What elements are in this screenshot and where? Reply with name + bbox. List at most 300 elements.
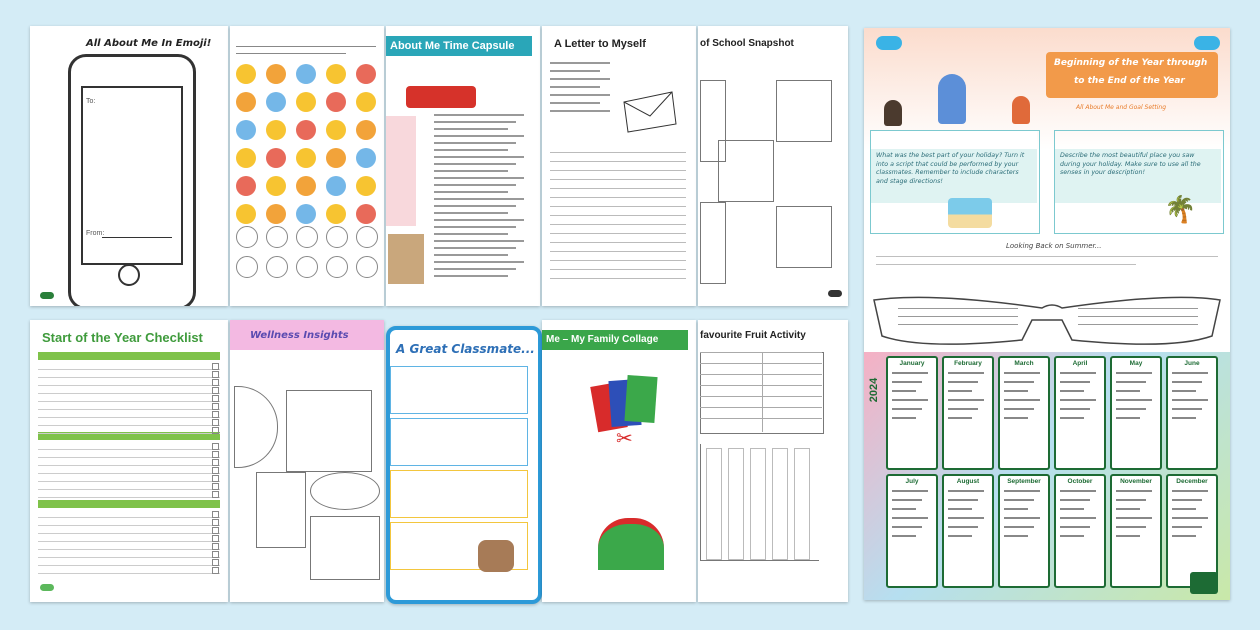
month-card-may	[1110, 356, 1162, 470]
text-line	[434, 121, 516, 123]
worksheet-title: Start of the Year Checklist	[42, 330, 203, 345]
tally-row	[700, 407, 822, 408]
event-line	[892, 526, 922, 528]
bar-column	[750, 448, 766, 560]
month-card-november	[1110, 474, 1162, 588]
month-label: June	[1184, 360, 1200, 367]
event-line	[1116, 526, 1146, 528]
emoji-icon	[236, 64, 256, 84]
year-label: 2024	[868, 377, 881, 403]
checklist-row	[38, 418, 220, 426]
checklist-header	[38, 352, 220, 360]
event-line	[948, 381, 978, 383]
month-label: February	[954, 360, 982, 367]
event-line	[1004, 390, 1028, 392]
worksheet-title: A Great Classmate...	[396, 342, 535, 356]
chart-outline	[234, 386, 278, 468]
worksheet-title: Wellness Insights	[250, 330, 349, 341]
checkbox	[212, 403, 219, 410]
text-line	[434, 247, 516, 249]
emoji-icon	[266, 148, 286, 168]
text-line	[434, 191, 508, 193]
brand-logo-icon	[40, 292, 54, 299]
text-line	[550, 78, 610, 80]
event-line	[1060, 517, 1096, 519]
text-line	[1078, 324, 1198, 325]
emoji-icon	[326, 92, 346, 112]
event-line	[948, 517, 984, 519]
checklist-row	[38, 534, 220, 542]
checkbox	[212, 567, 219, 574]
worksheet-collage	[542, 320, 696, 602]
emoji-icon	[296, 64, 316, 84]
checkbox	[212, 419, 219, 426]
event-line	[1060, 417, 1084, 419]
checkbox	[212, 371, 219, 378]
text-line	[434, 177, 524, 179]
event-line	[1172, 372, 1208, 374]
month-card-february	[942, 356, 994, 470]
bar-column	[706, 448, 722, 560]
worksheet-letter	[542, 26, 696, 306]
text-line	[550, 62, 610, 64]
event-line	[892, 399, 928, 401]
event-line	[892, 372, 928, 374]
checklist-row	[38, 482, 220, 490]
text-line	[434, 219, 524, 221]
event-line	[892, 499, 922, 501]
writing-line	[550, 206, 686, 207]
event-line	[1116, 490, 1152, 492]
text-line	[434, 156, 524, 158]
event-line	[948, 372, 984, 374]
answer-circle	[296, 256, 318, 278]
text-line	[434, 275, 508, 277]
event-line	[892, 417, 916, 419]
tally-row	[700, 363, 822, 364]
month-card-october	[1054, 474, 1106, 588]
photo-image	[388, 234, 424, 284]
checkbox	[212, 459, 219, 466]
month-card-january	[886, 356, 938, 470]
month-card-september	[998, 474, 1050, 588]
writing-line	[550, 188, 686, 189]
children-image	[478, 540, 514, 572]
checklist-row	[38, 550, 220, 558]
event-line	[1116, 499, 1146, 501]
month-label: April	[1072, 360, 1088, 367]
worksheet-checklist	[30, 320, 228, 602]
event-line	[1172, 508, 1196, 510]
emoji-icon	[236, 204, 256, 224]
worksheet-title: A Letter to Myself	[554, 38, 646, 50]
envelope-icon	[620, 86, 678, 134]
text-line	[434, 240, 524, 242]
event-line	[892, 408, 922, 410]
text-line	[434, 205, 516, 207]
answer-circle	[236, 256, 258, 278]
instruction-line	[236, 53, 346, 54]
event-line	[1172, 417, 1196, 419]
event-line	[1116, 508, 1140, 510]
month-card-april	[1054, 356, 1106, 470]
event-line	[1004, 381, 1034, 383]
checklist-row	[38, 410, 220, 418]
brand-logo-icon	[40, 584, 54, 591]
event-line	[1060, 508, 1084, 510]
emoji-icon	[356, 120, 376, 140]
event-line	[1004, 372, 1040, 374]
checklist-row	[38, 466, 220, 474]
instruction-line	[236, 46, 376, 47]
writing-line	[550, 260, 686, 261]
writing-line	[550, 170, 686, 171]
worksheet-title: All About Me In Emoji!	[86, 38, 212, 49]
month-label: January	[899, 360, 925, 367]
checklist-row	[38, 542, 220, 550]
child-figure-image	[1012, 96, 1030, 124]
writing-line	[550, 269, 686, 270]
worksheet-emoji-grid	[230, 26, 384, 306]
text-line	[1078, 316, 1198, 317]
month-card-march	[998, 356, 1050, 470]
writing-line	[550, 161, 686, 162]
beach-image	[948, 198, 992, 228]
text-line	[550, 110, 610, 112]
event-line	[1172, 499, 1202, 501]
event-line	[1060, 490, 1096, 492]
answer-circle	[356, 226, 378, 248]
checkbox	[212, 511, 219, 518]
checkbox	[212, 411, 219, 418]
text-line	[550, 86, 600, 88]
writing-line	[550, 215, 686, 216]
event-line	[1004, 490, 1040, 492]
checkbox	[212, 379, 219, 386]
text-line	[898, 324, 1018, 325]
text-line	[434, 212, 508, 214]
text-line	[434, 163, 516, 165]
brand-logo-icon	[828, 290, 842, 297]
checkbox	[212, 527, 219, 534]
child-figure-image	[938, 74, 966, 124]
title-line-2: to the End of the Year	[1074, 76, 1185, 86]
checklist-row	[38, 518, 220, 526]
text-line	[434, 268, 516, 270]
event-line	[948, 508, 972, 510]
text-line	[898, 316, 1018, 317]
brand-logo-icon	[1194, 36, 1220, 50]
answer-circle	[296, 226, 318, 248]
tally-row	[700, 396, 822, 397]
worksheet-time-capsule	[386, 26, 540, 306]
bar-column	[728, 448, 744, 560]
event-line	[892, 508, 916, 510]
checkbox	[212, 443, 219, 450]
answer-circle	[326, 256, 348, 278]
bar-column	[794, 448, 810, 560]
checklist-row	[38, 362, 220, 370]
text-line	[434, 254, 508, 256]
text-line	[550, 102, 600, 104]
event-line	[948, 408, 978, 410]
text-line	[550, 94, 610, 96]
event-line	[1004, 408, 1034, 410]
emoji-icon	[266, 92, 286, 112]
emoji-icon	[326, 148, 346, 168]
checklist-row	[38, 426, 220, 434]
event-line	[1004, 508, 1028, 510]
emoji-icon	[356, 204, 376, 224]
worksheet-fruit	[698, 320, 848, 602]
event-line	[948, 399, 984, 401]
worksheet-emoji-phone	[30, 26, 228, 306]
text-line	[434, 198, 524, 200]
text-line	[434, 184, 516, 186]
phone-screen	[81, 86, 183, 265]
worksheet-title: of School Snapshot	[700, 38, 794, 49]
emoji-icon	[236, 120, 256, 140]
event-line	[1172, 535, 1196, 537]
text-line	[550, 70, 600, 72]
checklist-row	[38, 558, 220, 566]
writing-line	[550, 224, 686, 225]
emoji-icon	[326, 64, 346, 84]
from-line	[102, 237, 172, 238]
month-card-december	[1166, 474, 1218, 588]
text-line	[434, 114, 524, 116]
writing-line	[550, 152, 686, 153]
tally-row	[700, 374, 822, 375]
subtitle: All About Me and Goal Setting	[1076, 104, 1167, 111]
event-line	[1116, 517, 1152, 519]
brand-logo-icon	[1190, 572, 1218, 594]
event-line	[1004, 399, 1040, 401]
emoji-icon	[296, 148, 316, 168]
title-line-1: Beginning of the Year through	[1054, 58, 1208, 68]
event-line	[948, 526, 978, 528]
event-line	[1060, 381, 1090, 383]
writing-line	[550, 179, 686, 180]
writing-line	[550, 233, 686, 234]
text-line	[1078, 308, 1198, 309]
worksheet-classmate	[386, 326, 542, 604]
event-line	[948, 490, 984, 492]
text-line	[434, 261, 524, 263]
writing-line	[550, 197, 686, 198]
checklist-row	[38, 370, 220, 378]
text-line	[434, 142, 516, 144]
answer-box	[390, 470, 528, 518]
event-line	[1116, 372, 1152, 374]
month-label: May	[1129, 360, 1143, 367]
worksheet-year-calendar	[864, 28, 1230, 600]
event-line	[1060, 535, 1084, 537]
answer-box	[310, 472, 380, 510]
emoji-icon	[236, 148, 256, 168]
checklist-row	[38, 458, 220, 466]
checkbox	[212, 519, 219, 526]
looking-back-title: Looking Back on Summer...	[1006, 242, 1102, 250]
event-line	[1060, 526, 1090, 528]
photo-frame	[718, 140, 774, 202]
text-line	[434, 135, 524, 137]
checkbox	[212, 451, 219, 458]
event-line	[1116, 408, 1146, 410]
checklist-row	[38, 510, 220, 518]
month-label: November	[1120, 478, 1152, 485]
event-line	[1060, 408, 1090, 410]
checklist-row	[38, 442, 220, 450]
worksheet-title: favourite Fruit Activity	[700, 330, 806, 341]
checkbox	[212, 551, 219, 558]
emoji-icon	[236, 92, 256, 112]
month-label: March	[1014, 360, 1034, 367]
event-line	[1116, 399, 1152, 401]
event-line	[1172, 517, 1208, 519]
writing-line	[550, 251, 686, 252]
event-line	[1060, 390, 1084, 392]
checklist-row	[38, 566, 220, 574]
text-line	[898, 308, 1018, 309]
checklist-row	[38, 526, 220, 534]
event-line	[1060, 399, 1096, 401]
text-line	[876, 264, 1136, 265]
writing-line	[550, 278, 686, 279]
text-line	[876, 256, 1218, 257]
answer-circle	[236, 226, 258, 248]
photo-frame	[700, 202, 726, 284]
checkbox	[212, 535, 219, 542]
event-line	[1172, 408, 1202, 410]
checklist-row	[38, 394, 220, 402]
month-card-june	[1166, 356, 1218, 470]
month-card-july	[886, 474, 938, 588]
checklist-row	[38, 402, 220, 410]
event-line	[1172, 526, 1202, 528]
month-card-august	[942, 474, 994, 588]
text-line	[434, 128, 508, 130]
text-line	[434, 233, 508, 235]
answer-circle	[266, 256, 288, 278]
checklist-row	[38, 450, 220, 458]
checklist-header	[38, 500, 220, 508]
event-line	[1060, 499, 1090, 501]
emoji-icon	[296, 176, 316, 196]
emoji-icon	[296, 92, 316, 112]
emoji-icon	[356, 64, 376, 84]
worksheet-title: About Me Time Capsule	[390, 40, 515, 52]
emoji-icon	[356, 92, 376, 112]
scissors-icon: ✂	[616, 428, 633, 450]
event-line	[948, 535, 972, 537]
emoji-icon	[356, 176, 376, 196]
event-line	[1172, 399, 1208, 401]
event-line	[1172, 381, 1202, 383]
from-label: From:	[86, 230, 105, 237]
scroll-frame	[286, 390, 372, 472]
checklist-row	[38, 378, 220, 386]
emoji-icon	[266, 64, 286, 84]
side-panel	[386, 116, 416, 226]
tally-row	[700, 418, 822, 419]
emoji-icon	[296, 204, 316, 224]
month-label: July	[905, 478, 919, 485]
decor-image	[598, 518, 664, 570]
event-line	[892, 390, 916, 392]
photo-frame	[776, 80, 832, 142]
checkbox	[212, 467, 219, 474]
event-line	[892, 490, 928, 492]
checkbox	[212, 475, 219, 482]
emoji-icon	[266, 204, 286, 224]
event-line	[1172, 390, 1196, 392]
photo-frame	[776, 206, 832, 268]
prompt-2-text: Describe the most beautiful place you saw during your holiday. Make sure to use all the senses in your description!	[1060, 152, 1201, 176]
checkbox	[212, 483, 219, 490]
event-line	[1004, 417, 1028, 419]
worksheet-wellness	[230, 320, 384, 602]
checkbox	[212, 395, 219, 402]
event-line	[1004, 535, 1028, 537]
text-line	[434, 170, 508, 172]
event-line	[948, 417, 972, 419]
cracker-image	[406, 86, 476, 108]
month-label: October	[1067, 478, 1093, 485]
answer-circle	[326, 226, 348, 248]
emoji-icon	[236, 176, 256, 196]
worksheet-snapshot	[698, 26, 848, 306]
emoji-icon	[296, 120, 316, 140]
to-label: To:	[86, 98, 96, 105]
tally-row	[700, 385, 822, 386]
answer-circle	[266, 226, 288, 248]
event-line	[1004, 517, 1040, 519]
checkbox	[212, 387, 219, 394]
event-line	[1004, 499, 1034, 501]
event-line	[1116, 417, 1140, 419]
tally-divider	[762, 352, 763, 432]
checkbox	[212, 543, 219, 550]
month-label: August	[956, 478, 980, 485]
event-line	[892, 535, 916, 537]
checkbox	[212, 427, 219, 434]
checkbox	[212, 491, 219, 498]
child-figure-image	[884, 100, 902, 126]
answer-circle	[356, 256, 378, 278]
writing-line	[550, 242, 686, 243]
event-line	[1172, 490, 1208, 492]
worksheet-title: Me – My Family Collage	[546, 334, 659, 345]
palm-tree-icon: 🌴	[1164, 194, 1197, 224]
emoji-icon	[326, 204, 346, 224]
answer-box	[310, 516, 380, 580]
checkbox	[212, 559, 219, 566]
event-line	[1116, 381, 1146, 383]
tally-row	[700, 352, 822, 353]
prompt-band	[871, 131, 1037, 149]
emoji-icon	[356, 148, 376, 168]
checklist-row	[38, 490, 220, 498]
text-line	[434, 149, 508, 151]
event-line	[892, 517, 928, 519]
emoji-icon	[326, 176, 346, 196]
emoji-icon	[266, 120, 286, 140]
answer-box	[390, 366, 528, 414]
event-line	[1004, 526, 1034, 528]
text-line	[434, 226, 516, 228]
sunglasses-outline	[872, 290, 1222, 352]
